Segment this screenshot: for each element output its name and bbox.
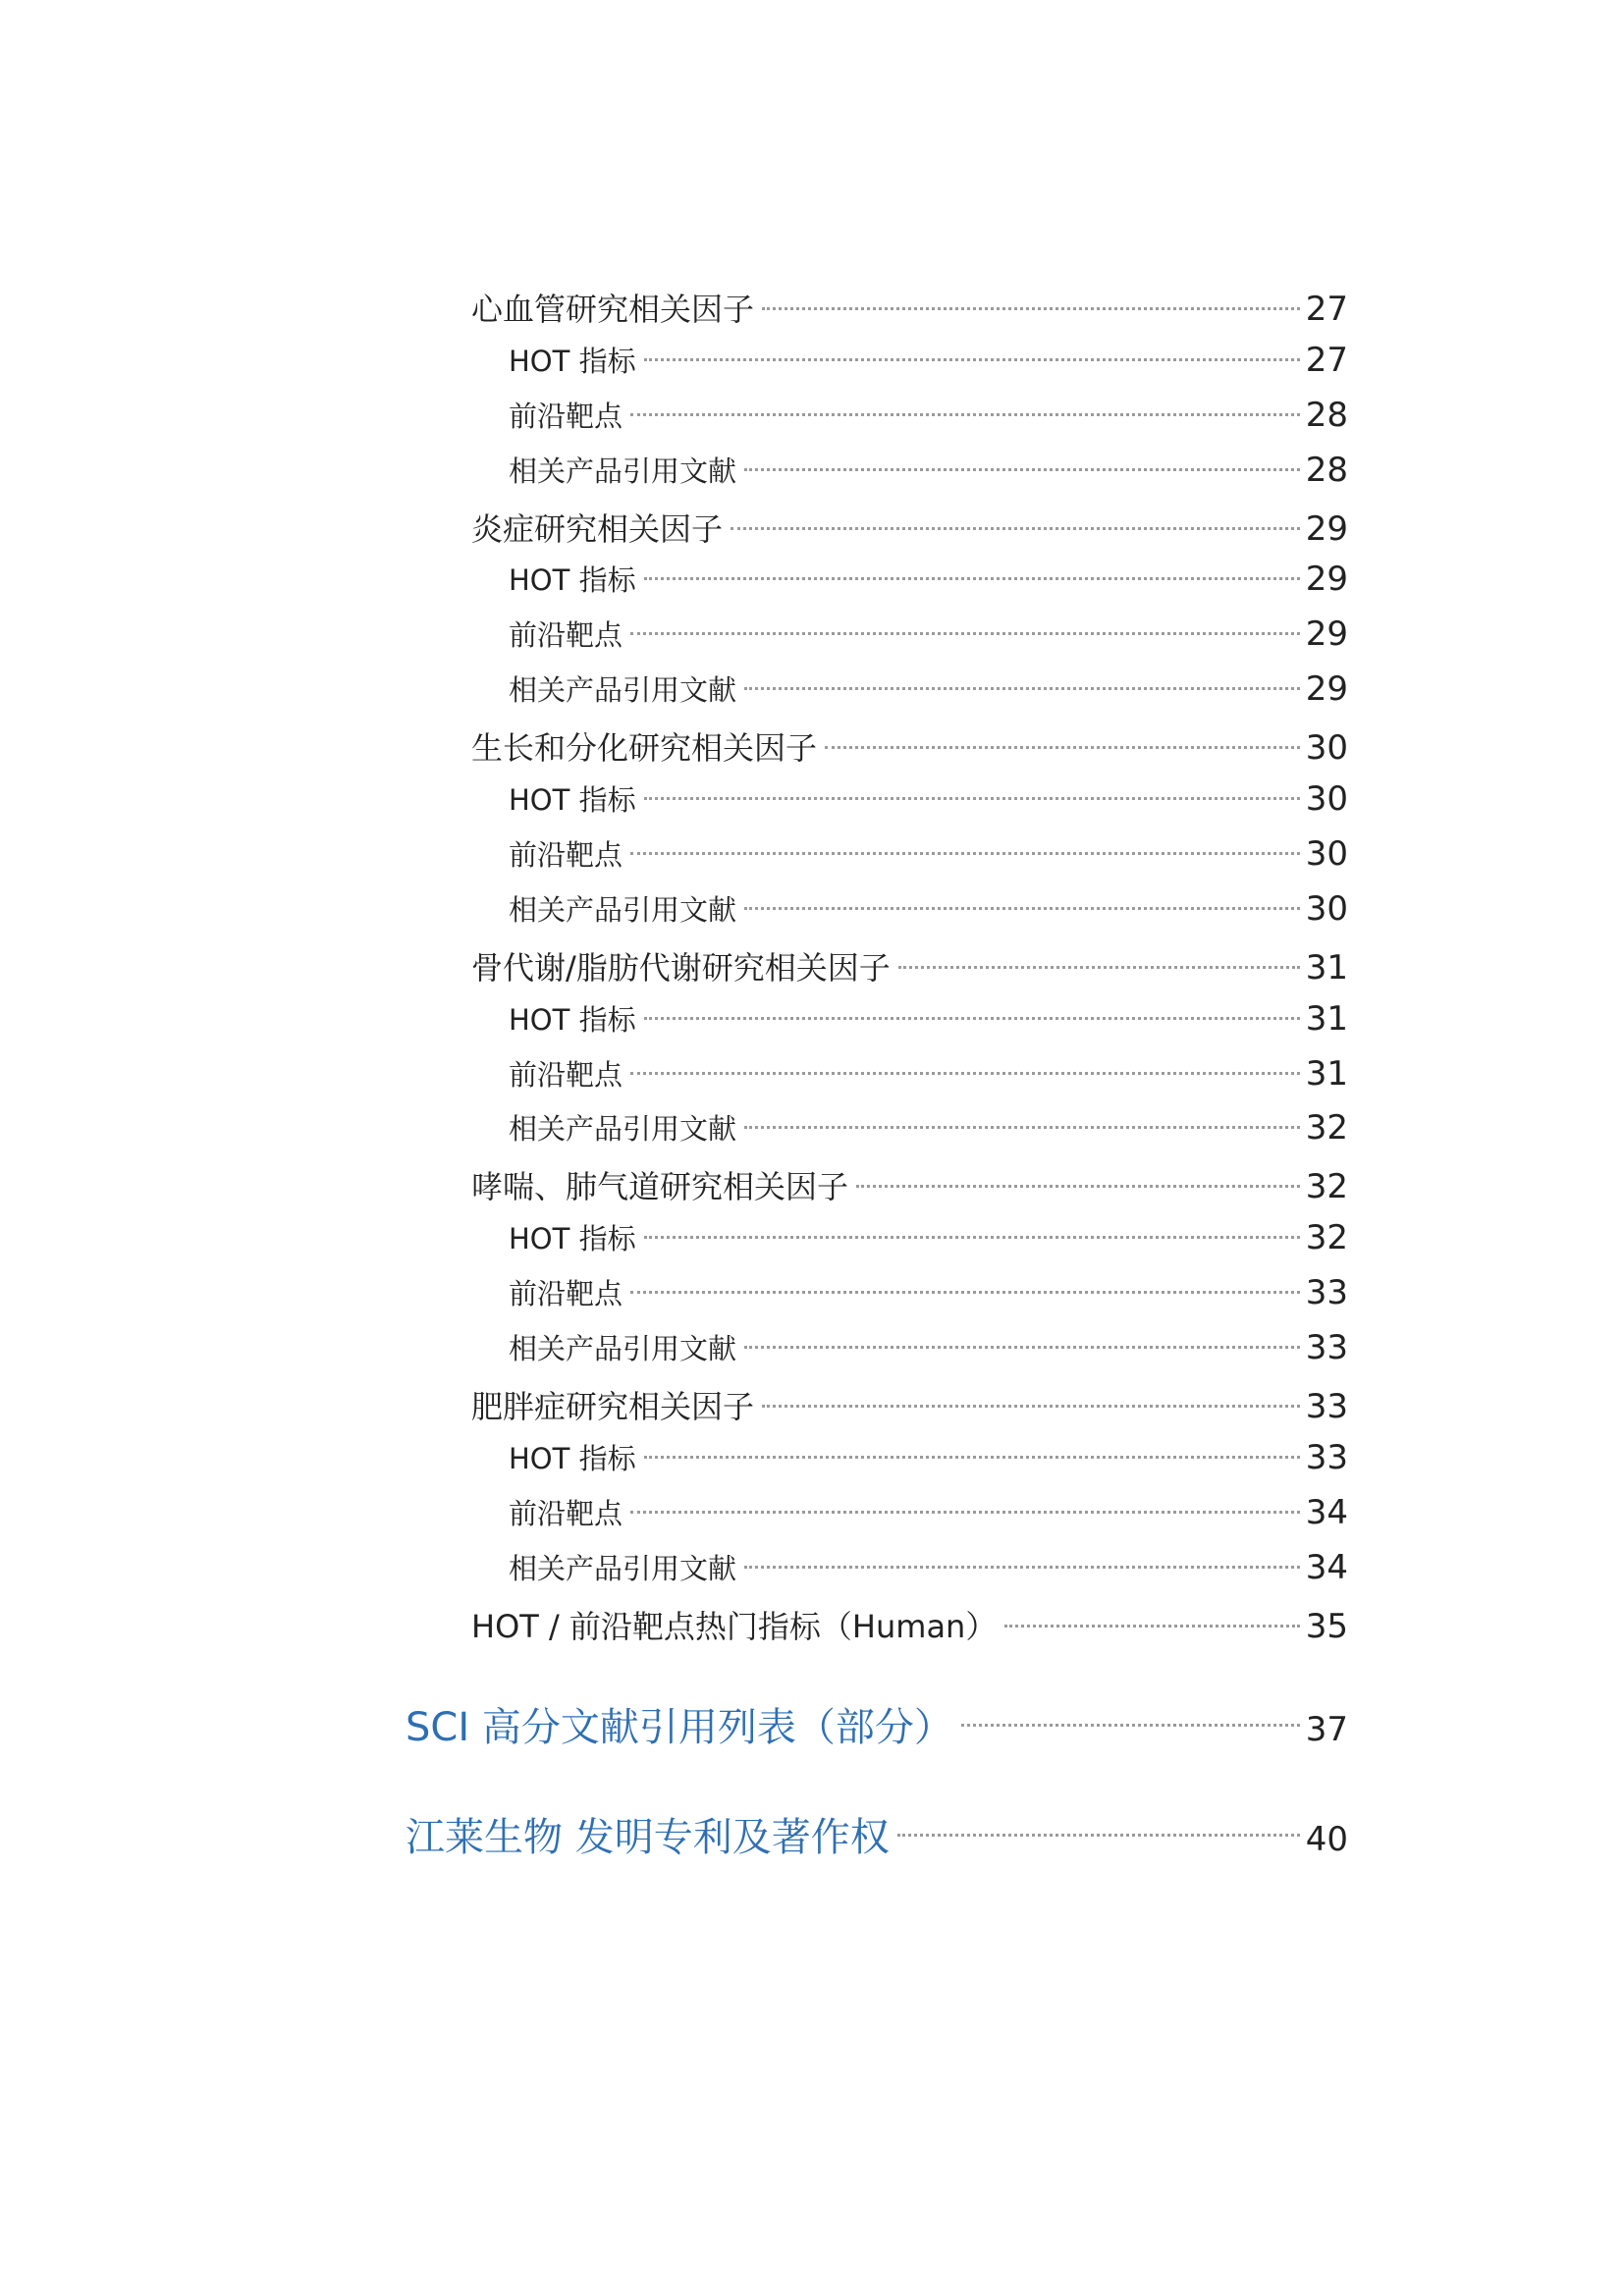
toc-section-entry[interactable] — [471, 1162, 1348, 1207]
toc-entry-label: HOT 指标 — [509, 563, 636, 597]
dot-leader — [856, 1185, 1300, 1188]
toc-entry-label: 心血管研究相关因子 — [471, 291, 755, 328]
dot-leader — [762, 1405, 1300, 1408]
toc-entry-label: 相关产品引用文献 — [509, 893, 737, 927]
toc-page-number: 27 — [1305, 341, 1348, 380]
toc-subsection-entry[interactable] — [509, 450, 1348, 495]
toc-entry-label: 江莱生物 发明专利及著作权 — [406, 1815, 890, 1860]
toc-page-number: 32 — [1305, 1218, 1348, 1257]
toc-page-number: 30 — [1305, 779, 1348, 819]
dot-leader — [630, 413, 1300, 416]
toc-entry-label: 相关产品引用文献 — [509, 673, 737, 707]
toc-subsection-entry[interactable] — [509, 888, 1348, 934]
toc-page-number: 33 — [1305, 1387, 1348, 1426]
toc-subsection-entry[interactable] — [509, 1547, 1348, 1592]
dot-leader — [630, 1072, 1300, 1075]
toc-page-number: 32 — [1305, 1108, 1348, 1148]
toc-page-number: 29 — [1305, 560, 1348, 599]
toc-major-entry[interactable] — [406, 1696, 1348, 1755]
dot-leader — [644, 797, 1300, 800]
dot-leader — [644, 577, 1300, 580]
toc-page-number: 31 — [1305, 948, 1348, 988]
toc-page-number: 40 — [1305, 1820, 1348, 1859]
toc-entry-label: HOT 指标 — [509, 1222, 636, 1255]
dot-leader — [744, 1566, 1300, 1569]
dot-leader — [630, 1511, 1300, 1514]
toc-subsection-entry[interactable] — [509, 614, 1348, 659]
toc-entry-label: 相关产品引用文献 — [509, 1552, 737, 1585]
toc-entry-label: 相关产品引用文献 — [509, 454, 737, 488]
toc-subsection-entry[interactable] — [509, 1437, 1348, 1482]
toc-page-number: 31 — [1305, 999, 1348, 1039]
dot-leader — [898, 966, 1300, 969]
dot-leader — [630, 632, 1300, 635]
toc-major-entry[interactable] — [406, 1806, 1348, 1865]
toc-entry-label: HOT / 前沿靶点热门指标（Human） — [471, 1608, 998, 1645]
toc-page-number: 33 — [1305, 1273, 1348, 1312]
toc-page-number: 28 — [1305, 451, 1348, 490]
dot-leader — [744, 468, 1300, 471]
toc-entry-label: 生长和分化研究相关因子 — [471, 729, 818, 767]
toc-entry-label: 前沿靶点 — [509, 1277, 623, 1310]
toc-subsection-entry[interactable] — [509, 559, 1348, 604]
dot-leader — [644, 1236, 1300, 1239]
toc-entry-label: HOT 指标 — [509, 783, 636, 817]
dot-leader — [630, 1291, 1300, 1294]
dot-leader — [731, 527, 1300, 530]
toc-entry-label: 前沿靶点 — [509, 1058, 623, 1092]
toc-page-number: 31 — [1305, 1054, 1348, 1094]
toc-entry-label: 相关产品引用文献 — [509, 1112, 737, 1146]
toc-page-number: 29 — [1305, 614, 1348, 654]
toc-entry-label: 炎症研究相关因子 — [471, 510, 724, 548]
dot-leader — [825, 746, 1300, 749]
toc-page-number: 35 — [1305, 1607, 1348, 1646]
toc-page-number: 29 — [1305, 669, 1348, 709]
dot-leader — [897, 1834, 1300, 1837]
toc-subsection-entry[interactable] — [509, 340, 1348, 385]
toc-entry-label: HOT 指标 — [509, 1442, 636, 1475]
toc-entry-label: 前沿靶点 — [509, 1497, 623, 1530]
toc-section-entry[interactable] — [471, 1382, 1348, 1427]
toc-page-number: 32 — [1305, 1167, 1348, 1206]
toc-subsection-entry[interactable] — [509, 833, 1348, 879]
toc-section-entry[interactable] — [471, 723, 1348, 769]
toc-section-entry[interactable] — [471, 943, 1348, 988]
toc-subsection-entry[interactable] — [509, 1107, 1348, 1152]
toc-entry-label: 骨代谢/脂肪代谢研究相关因子 — [471, 949, 891, 987]
toc-subsection-entry[interactable] — [509, 1492, 1348, 1537]
toc-page-number: 34 — [1305, 1548, 1348, 1587]
dot-leader — [1004, 1625, 1299, 1628]
toc-page-number: 30 — [1305, 834, 1348, 874]
toc-subsection-entry[interactable] — [509, 998, 1348, 1043]
toc-entry-label: 肥胖症研究相关因子 — [471, 1388, 755, 1425]
toc-section-entry[interactable] — [471, 505, 1348, 550]
dot-leader — [744, 1126, 1300, 1129]
toc-entry-label: 相关产品引用文献 — [509, 1332, 737, 1365]
dot-leader — [744, 907, 1300, 910]
toc-section-entry[interactable] — [471, 285, 1348, 330]
toc-page-number: 29 — [1305, 509, 1348, 549]
toc-page-number: 37 — [1305, 1710, 1348, 1749]
toc-subsection-entry[interactable] — [509, 1217, 1348, 1262]
toc-entry-label: HOT 指标 — [509, 345, 636, 378]
dot-leader — [644, 1017, 1300, 1020]
toc-entry-label: 哮喘、肺气道研究相关因子 — [471, 1168, 849, 1205]
dot-leader — [630, 852, 1300, 855]
toc-page-number: 33 — [1305, 1438, 1348, 1477]
dot-leader — [644, 1456, 1300, 1459]
toc-subsection-entry[interactable] — [509, 1327, 1348, 1372]
toc-subsection-entry[interactable] — [509, 668, 1348, 714]
toc-page-number: 30 — [1305, 728, 1348, 768]
toc-page-number: 27 — [1305, 290, 1348, 329]
dot-leader — [744, 1346, 1300, 1349]
toc-section-entry[interactable] — [471, 1602, 1348, 1647]
toc-entry-label: 前沿靶点 — [509, 618, 623, 652]
toc-entry-label: 前沿靶点 — [509, 400, 623, 433]
dot-leader — [744, 687, 1300, 690]
toc-entry-label: HOT 指标 — [509, 1003, 636, 1037]
dot-leader — [961, 1724, 1300, 1727]
dot-leader — [644, 358, 1300, 361]
toc-entry-label: SCI 高分文献引用列表（部分） — [406, 1705, 953, 1750]
toc-page-number: 34 — [1305, 1493, 1348, 1532]
toc-page-number: 33 — [1305, 1328, 1348, 1367]
toc-subsection-entry[interactable] — [509, 778, 1348, 824]
toc-subsection-entry[interactable] — [509, 1053, 1348, 1098]
toc-page-number: 28 — [1305, 396, 1348, 435]
toc-entry-label: 前沿靶点 — [509, 838, 623, 872]
toc-page-number: 30 — [1305, 889, 1348, 929]
toc-subsection-entry[interactable] — [509, 1272, 1348, 1317]
dot-leader — [762, 307, 1300, 310]
toc-subsection-entry[interactable] — [509, 395, 1348, 440]
